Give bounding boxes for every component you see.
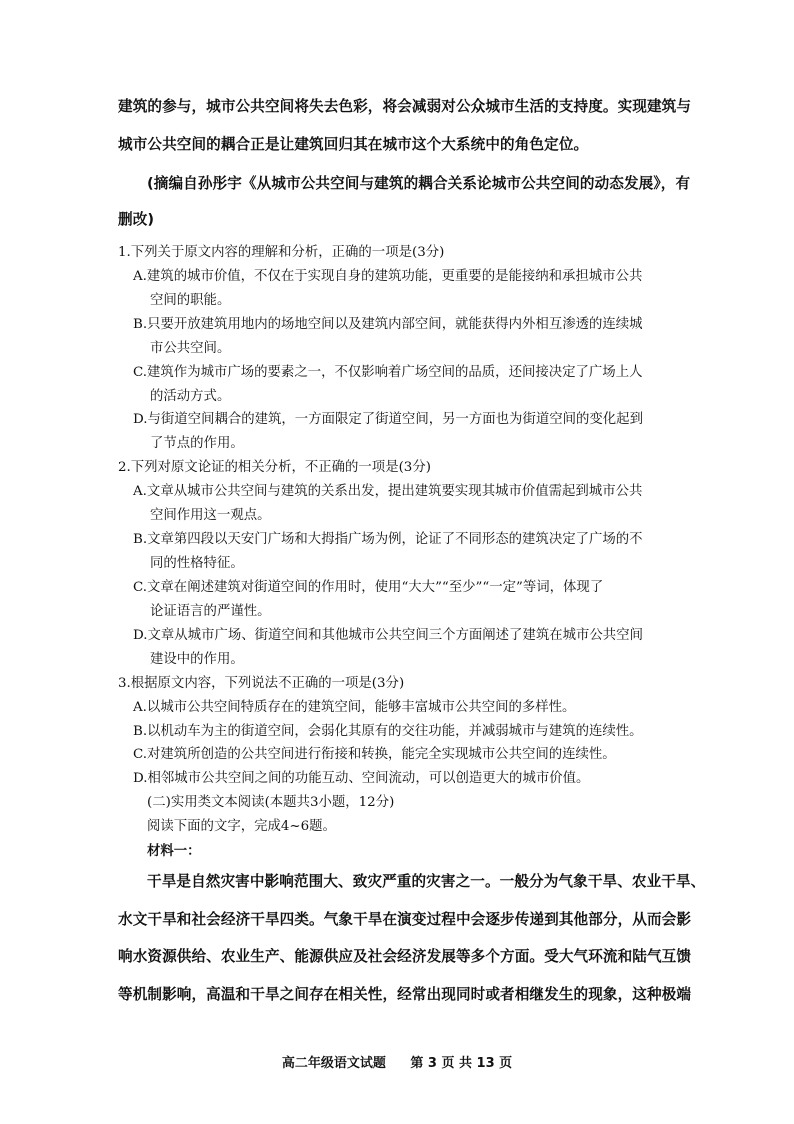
body-text-line: 水文干旱和社会经济干旱四类。气象干旱在演变过程中会逐步传递到其他部分，从而会影 <box>118 911 692 928</box>
option-line: A.建筑的城市价值，不仅在于实现自身的建筑功能，更重要的是能接纳和承担城市公共 <box>133 269 643 284</box>
body-text-line: 响水资源供给、农业生产、能源供应及社会经济发展等多个方面。受大气环流和陆气互馈 <box>118 948 692 965</box>
exam-name: 高二年级语文试题 <box>281 1056 386 1071</box>
option-line: B.文章第四段以天安门广场和大拇指广场为例，论证了不同形态的建筑决定了广场的不 <box>133 532 643 547</box>
option-line: 论证语言的严谨性。 <box>150 604 271 619</box>
option-line: C.对建筑所创造的公共空间进行衔接和转换，能完全实现城市公共空间的连续性。 <box>133 747 616 762</box>
question-stem: 3.根据原文内容，下列说法不正确的一项是(3分) <box>118 676 405 691</box>
question-stem: 2.下列对原文论证的相关分析，不正确的一项是(3分) <box>118 460 431 475</box>
source-note-line: 删改) <box>118 211 155 228</box>
option-line: C.文章在阐述建筑对街道空间的作用时，使用“大大”“至少”“一定”等词，体现了 <box>133 580 604 595</box>
option-line: B.只要开放建筑用地内的场地空间以及建筑内部空间，就能获得内外相互渗透的连续城 <box>133 317 643 332</box>
option-line: 市公共空间。 <box>150 341 231 356</box>
page-number: 第 3 页 共 13 页 <box>410 1056 513 1071</box>
option-line: D.相邻城市公共空间之间的功能互动、空间流动，可以创造更大的城市价值。 <box>133 771 590 786</box>
option-line: D.与街道空间耦合的建筑，一方面限定了街道空间，另一方面也为街道空间的变化起到 <box>133 412 643 427</box>
body-text-line: 建筑的参与，城市公共空间将失去色彩，将会减弱对公众城市生活的支持度。实现建筑与 <box>118 98 692 115</box>
option-line: B.以机动车为主的街道空间，会弱化其原有的交往功能，并减弱城市与建筑的连续性。 <box>133 724 643 739</box>
option-line: 同的性格特征。 <box>150 556 244 571</box>
option-line: 的活动方式。 <box>150 389 231 404</box>
body-text-line: 等机制影响，高温和干旱之间存在相关性，经常出现同时或者相继发生的现象，这种极端 <box>118 986 692 1003</box>
option-line: C.建筑作为城市广场的要素之一，不仅影响着广场空间的品质，还间接决定了广场上人 <box>133 365 643 380</box>
option-line: D.文章从城市广场、街道空间和其他城市公共空间三个方面阐述了建筑在城市公共空间 <box>133 628 643 643</box>
page-footer <box>0 1052 794 1071</box>
question-stem: 1.下列关于原文内容的理解和分析，正确的一项是(3分) <box>118 245 445 260</box>
source-note-line: (摘编自孙彤宇《从城市公共空间与建筑的耦合关系论城市公共空间的动态发展》，有 <box>147 175 691 192</box>
option-line: A.文章从城市公共空间与建筑的关系出发，提出建筑要实现其城市价值需起到城市公共 <box>133 484 643 499</box>
body-text-line: 干旱是自然灾害中影响范围大、致灾严重的灾害之一。一般分为气象干旱、农业干旱、 <box>147 873 706 890</box>
option-line: 空间的职能。 <box>150 293 231 308</box>
option-line: 了节点的作用。 <box>150 436 244 451</box>
material-label: 材料一： <box>147 843 201 859</box>
option-line: 建设中的作用。 <box>150 652 244 667</box>
section-heading: (二)实用类文本阅读(本题共3小题，12分) <box>147 795 395 810</box>
option-line: 空间作用这一观点。 <box>150 508 271 523</box>
body-text-line: 城市公共空间的耦合正是让建筑回归其在城市这个大系统中的角色定位。 <box>118 136 589 153</box>
option-line: A.以城市公共空间特质存在的建筑空间，能够丰富城市公共空间的多样性。 <box>133 700 576 715</box>
section-instruction: 阅读下面的文字，完成4~6题。 <box>147 819 336 834</box>
